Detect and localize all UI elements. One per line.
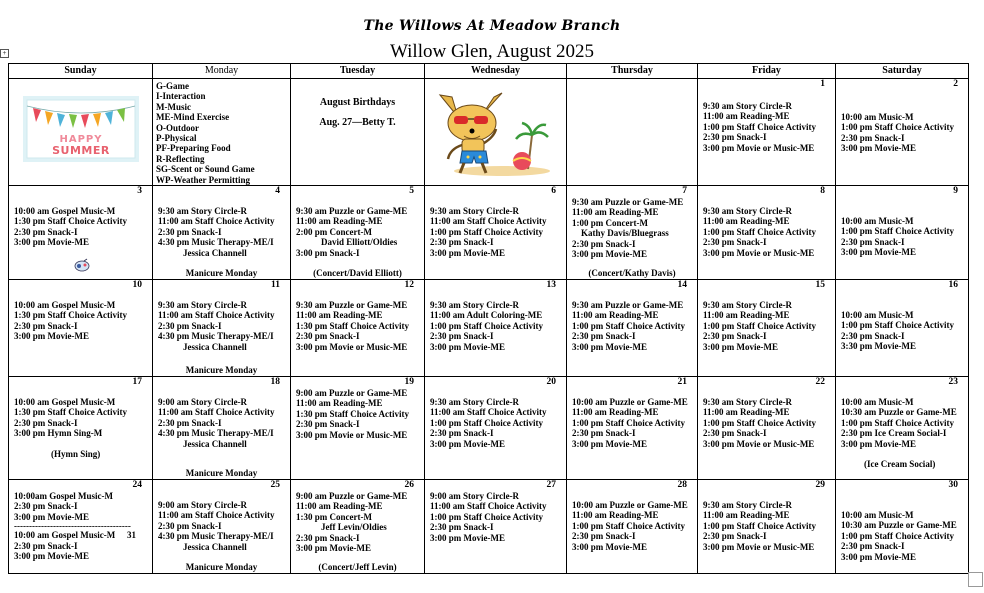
day-number: 19 bbox=[404, 377, 414, 388]
event-item: 3:00 pm Movie-ME bbox=[430, 247, 505, 258]
day-number: 2 bbox=[953, 79, 958, 89]
special-note: (Hymn Sing) bbox=[51, 448, 101, 459]
event-item: 3:00 pm Hymn Sing-M bbox=[14, 428, 103, 439]
special-note: (Concert/David Elliott) bbox=[313, 268, 402, 279]
event-item: 2:30 pm Snack-I bbox=[841, 541, 905, 552]
day-cell-27 bbox=[425, 480, 567, 574]
event-item: 2:30 pm Snack-I bbox=[841, 330, 905, 341]
event-item: 1:00 pm Staff Choice Activity bbox=[430, 511, 543, 522]
event-item: 3:00 pm Movie-ME bbox=[14, 237, 89, 248]
event-item: 9:00 am Puzzle or Game-ME bbox=[296, 388, 408, 399]
event-item: 11:00 am Reading-ME bbox=[296, 310, 383, 321]
event-item: 11:00 am Reading-ME bbox=[703, 111, 790, 122]
event-item: 9:30 am Story Circle-R bbox=[158, 300, 248, 311]
legend-item: SG-Scent or Sound Game bbox=[156, 164, 255, 175]
event-item: 2:30 pm Snack-I bbox=[572, 238, 636, 249]
birthdays-title: August Birthdays bbox=[319, 97, 396, 108]
day-number: 23 bbox=[948, 377, 958, 388]
event-item: 10:00 am Music-M bbox=[841, 216, 914, 227]
performer-name: David Elliott/Oldies bbox=[321, 237, 398, 248]
day-cell-19 bbox=[291, 377, 425, 480]
day-number: 29 bbox=[815, 480, 825, 491]
event-item: 3:00 pm Movie or Music-ME bbox=[703, 247, 815, 258]
special-note: Manicure Monday bbox=[185, 562, 258, 573]
event-item: 10:00 am Music-M bbox=[841, 310, 914, 321]
event-item: 1:30 pm Staff Choice Activity bbox=[14, 310, 127, 321]
event-item: 10:00 am Music-M bbox=[841, 112, 914, 122]
event-item: 2:30 pm Snack-I bbox=[703, 132, 767, 143]
event-item: 2:30 pm Snack-I bbox=[430, 428, 494, 439]
table-resize-handle-icon[interactable] bbox=[968, 572, 983, 587]
day-cell-3 bbox=[9, 186, 153, 280]
event-item: 10:00 am Music-M bbox=[841, 397, 914, 408]
event-item: 3:00 pm Movie-ME bbox=[572, 541, 647, 552]
event-item: 2:30 pm Snack-I bbox=[572, 531, 636, 542]
day-number: 6 bbox=[551, 186, 556, 197]
event-item: 2:30 pm Snack-I bbox=[158, 417, 222, 428]
event-item: 9:30 am Story Circle-R bbox=[703, 300, 793, 311]
event-item: 3:00 pm Movie or Music-ME bbox=[703, 142, 815, 153]
event-item: 3:00 pm Movie-ME bbox=[841, 247, 916, 258]
day-number: 14 bbox=[677, 280, 687, 291]
day-number: 16 bbox=[948, 280, 958, 291]
event-item: 9:30 am Story Circle-R bbox=[703, 397, 793, 408]
event-item: 11:00 am Reading-ME bbox=[572, 510, 659, 521]
day-cell-30 bbox=[836, 480, 969, 574]
day-number: 17 bbox=[132, 377, 142, 388]
day-cell-18 bbox=[153, 377, 291, 480]
event-item: 1:00 pm Staff Choice Activity bbox=[841, 417, 954, 428]
day-cell-5 bbox=[291, 186, 425, 280]
event-item: 1:30 pm Staff Choice Activity bbox=[14, 407, 127, 418]
week-row bbox=[9, 79, 969, 186]
event-item: 4:30 pm Music Therapy-ME/I bbox=[158, 531, 274, 542]
event-item: 2:30 pm Snack-I bbox=[14, 320, 78, 331]
event-item: 9:30 am Story Circle-R bbox=[430, 300, 520, 311]
weekday-header: Thursday bbox=[567, 64, 698, 79]
event-item: 10:00 am Gospel Music-M bbox=[14, 206, 116, 217]
day-cell-22 bbox=[698, 377, 836, 480]
weekday-header: Tuesday bbox=[291, 64, 425, 79]
day-cell-16 bbox=[836, 280, 969, 377]
event-item: 10:00 am Gospel Music-M bbox=[14, 300, 116, 311]
event-item: 11:00 am Staff Choice Activity bbox=[430, 216, 547, 227]
day-cell-28 bbox=[567, 480, 698, 574]
day-cell-4 bbox=[153, 186, 291, 280]
svg-text:HAPPY: HAPPY bbox=[59, 134, 103, 145]
day-cell-26 bbox=[291, 480, 425, 574]
day-number: 15 bbox=[815, 280, 825, 291]
event-item: 1:00 pm Concert-M bbox=[572, 217, 648, 228]
day-number: 4 bbox=[275, 186, 280, 197]
event-item: 10:30 am Puzzle or Game-ME bbox=[841, 520, 957, 531]
day-number: 3 bbox=[137, 186, 142, 197]
event-item: 2:30 pm Snack-I bbox=[14, 501, 78, 512]
event-item: 1:00 pm Staff Choice Activity bbox=[841, 530, 954, 541]
day-number: 11 bbox=[271, 280, 280, 291]
day-number: 26 bbox=[404, 480, 414, 491]
event-item: 1:30 pm Concert-M bbox=[296, 511, 372, 522]
event-item: 9:00 am Story Circle-R bbox=[158, 500, 248, 511]
event-item: 1:00 pm Staff Choice Activity bbox=[430, 226, 543, 237]
day-cell-12 bbox=[291, 280, 425, 377]
event-item: 3:00 pm Movie-ME bbox=[14, 331, 89, 342]
day-number: 22 bbox=[815, 377, 825, 388]
calendar-table bbox=[8, 63, 969, 574]
event-item: 9:00 am Story Circle-R bbox=[158, 397, 248, 408]
day-number: 20 bbox=[546, 377, 556, 388]
event-item: 2:30 pm Snack-I bbox=[703, 428, 767, 439]
day-cell-29 bbox=[698, 480, 836, 574]
event-item: 10:00 am Music-M bbox=[841, 510, 914, 521]
legend-item: PF-Preparing Food bbox=[156, 143, 231, 154]
event-item: 2:30 pm Ice Cream Social-I bbox=[841, 428, 947, 439]
event-item: 1:00 pm Staff Choice Activity bbox=[430, 320, 543, 331]
day-number: 18 bbox=[270, 377, 280, 388]
event-item: 1:00 pm Staff Choice Activity bbox=[703, 520, 816, 531]
event-item: 2:30 pm Snack-I bbox=[14, 417, 78, 428]
day-cell-20 bbox=[425, 377, 567, 480]
week-row bbox=[9, 480, 969, 574]
event-item: 3:00 pm Movie-ME bbox=[14, 551, 89, 562]
event-item: 10:00 am Gospel Music-M bbox=[14, 397, 116, 408]
event-item: 9:00 am Puzzle or Game-ME bbox=[296, 491, 408, 502]
event-item: 3:00 pm Movie-ME bbox=[430, 438, 505, 449]
event-item: 3:00 pm Movie-ME bbox=[841, 438, 916, 449]
week-row bbox=[9, 186, 969, 280]
event-item: 1:00 pm Staff Choice Activity bbox=[703, 417, 816, 428]
happy-summer-banner-image bbox=[23, 96, 139, 162]
day-cell-7 bbox=[567, 186, 698, 280]
day-number: 7 bbox=[682, 186, 687, 197]
event-item: 11:00 am Reading-ME bbox=[296, 398, 383, 409]
performer-name: Jessica Channell bbox=[183, 541, 247, 552]
special-note: (Concert/Jeff Levin) bbox=[318, 562, 397, 573]
event-item: 10:00 am Gospel Music-M bbox=[14, 530, 116, 541]
special-note: Manicure Monday bbox=[185, 365, 258, 376]
day-31-first-line bbox=[9, 530, 152, 540]
event-item: 3:30 pm Movie-ME bbox=[841, 341, 916, 352]
event-item: 2:30 pm Snack-I bbox=[430, 237, 494, 248]
event-item: 11:00 am Staff Choice Activity bbox=[158, 310, 275, 321]
event-item: 2:30 pm Snack-I bbox=[158, 520, 222, 531]
calendar-title: Willow Glen, August 2025 bbox=[389, 41, 594, 62]
legend-item: M-Music bbox=[156, 101, 191, 112]
event-item: 3:00 pm Movie-ME bbox=[14, 511, 89, 522]
event-item: 9:30 am Puzzle or Game-ME bbox=[296, 206, 408, 217]
event-item: 2:00 pm Concert-M bbox=[296, 226, 372, 237]
day-number: 12 bbox=[404, 280, 414, 291]
weekday-header: Friday bbox=[698, 64, 836, 79]
event-item: 2:30 pm Snack-I bbox=[296, 532, 360, 543]
event-item: 11:00 am Reading-ME bbox=[572, 310, 659, 321]
event-item: 3:00 pm Movie or Music-ME bbox=[703, 541, 815, 552]
event-item: 2:30 pm Snack-I bbox=[703, 331, 767, 342]
day-number: 8 bbox=[820, 186, 825, 197]
day-number: 1 bbox=[820, 79, 825, 89]
summer-banner-cell bbox=[9, 79, 153, 186]
event-item: 11:00 am Adult Coloring-ME bbox=[430, 310, 543, 321]
birthdays-cell bbox=[291, 79, 425, 186]
event-item: 2:30 pm Snack-I bbox=[14, 226, 78, 237]
event-item: 11:00 am Reading-ME bbox=[703, 510, 790, 521]
event-item: 9:30 am Story Circle-R bbox=[703, 101, 793, 111]
event-item: 2:30 pm Snack-I bbox=[296, 331, 360, 342]
day-cell-11 bbox=[153, 280, 291, 377]
event-item: 11:00 am Reading-ME bbox=[296, 216, 383, 227]
day-cell-15 bbox=[698, 280, 836, 377]
event-item: 11:00 am Staff Choice Activity bbox=[158, 510, 275, 521]
performer-name: Jessica Channell bbox=[183, 247, 247, 258]
special-note: Manicure Monday bbox=[185, 268, 258, 279]
weekday-header: Saturday bbox=[836, 64, 969, 79]
weekday-header: Monday bbox=[153, 64, 291, 79]
day-number: 5 bbox=[409, 186, 414, 197]
day-cell-6 bbox=[425, 186, 567, 280]
day-cell-23 bbox=[836, 377, 969, 480]
event-item: 10:00 am Puzzle or Game-ME bbox=[572, 500, 688, 511]
event-item: 1:00 pm Staff Choice Activity bbox=[703, 121, 816, 132]
day-number: 9 bbox=[953, 186, 958, 197]
legend-cell bbox=[153, 79, 291, 186]
day-number: 10 bbox=[132, 280, 142, 291]
day-number: 30 bbox=[948, 480, 958, 491]
day-number: 21 bbox=[677, 377, 687, 388]
event-item: 11:00 am Reading-ME bbox=[296, 501, 383, 512]
event-item: 3:00 pm Movie-ME bbox=[296, 543, 371, 554]
event-item: 3:00 pm Movie or Music-ME bbox=[296, 341, 408, 352]
event-item: 1:00 pm Staff Choice Activity bbox=[841, 320, 954, 331]
event-item: 1:30 pm Staff Choice Activity bbox=[296, 408, 409, 419]
event-item: 2:30 pm Snack-I bbox=[703, 237, 767, 248]
event-item: 3:00 pm Movie-ME bbox=[430, 532, 505, 543]
event-item: 11:00 am Staff Choice Activity bbox=[158, 216, 275, 227]
legend-item: ME-Mind Exercise bbox=[156, 112, 230, 123]
clipart-cell bbox=[425, 79, 567, 186]
event-item: 3:00 pm Movie-ME bbox=[572, 341, 647, 352]
week-row bbox=[9, 280, 969, 377]
event-item: 11:00 am Reading-ME bbox=[703, 216, 790, 227]
legend-item: O-Outdoor bbox=[156, 122, 200, 133]
event-item: 4:30 pm Music Therapy-ME/I bbox=[158, 331, 274, 342]
event-item: 2:30 pm Snack-I bbox=[841, 236, 905, 247]
event-item: 1:30 pm Staff Choice Activity bbox=[14, 216, 127, 227]
event-item: 1:00 pm Staff Choice Activity bbox=[841, 122, 954, 133]
event-item: 3:00 pm Movie-ME bbox=[841, 143, 916, 154]
legend-item: G-Game bbox=[156, 81, 189, 91]
event-item: 9:30 am Puzzle or Game-ME bbox=[572, 197, 684, 208]
event-item: 2:30 pm Snack-I bbox=[572, 331, 636, 342]
event-item: 3:00 pm Movie or Music-ME bbox=[296, 429, 408, 440]
legend-item: I-Interaction bbox=[156, 91, 206, 102]
event-item: 1:00 pm Staff Choice Activity bbox=[703, 320, 816, 331]
day-cell-9 bbox=[836, 186, 969, 280]
event-item: 3:00 pm Movie-ME bbox=[703, 341, 778, 352]
svg-text:SUMMER: SUMMER bbox=[52, 144, 110, 157]
event-item: 1:00 pm Staff Choice Activity bbox=[703, 226, 816, 237]
day-number: 13 bbox=[546, 280, 556, 291]
event-item: 9:30 am Puzzle or Game-ME bbox=[572, 300, 684, 311]
day-cell-21 bbox=[567, 377, 698, 480]
day-number: 25 bbox=[270, 480, 280, 491]
event-item: 2:30 pm Snack-I bbox=[703, 531, 767, 542]
event-item: 2:30 pm Snack-I bbox=[296, 419, 360, 430]
day-number: 24 bbox=[132, 480, 142, 491]
day-number: 27 bbox=[546, 480, 556, 491]
special-note: (Ice Cream Social) bbox=[864, 459, 936, 470]
event-item: 4:30 pm Music Therapy-ME/I bbox=[158, 237, 274, 248]
divider: --------------------------------------- bbox=[14, 521, 131, 532]
event-item: 2:30 pm Snack-I bbox=[841, 132, 905, 143]
event-item: 2:30 pm Snack-I bbox=[158, 226, 222, 237]
event-item: 1:00 pm Staff Choice Activity bbox=[572, 417, 685, 428]
day-cell-2 bbox=[836, 79, 969, 186]
day-cell-24 bbox=[9, 480, 153, 574]
event-item: 1:00 pm Staff Choice Activity bbox=[430, 417, 543, 428]
event-item: 10:00am Gospel Music-M bbox=[14, 491, 113, 502]
birthday-entry: Aug. 27—Betty T. bbox=[319, 117, 396, 128]
legend-item: R-Reflecting bbox=[156, 153, 205, 164]
day-cell-13 bbox=[425, 280, 567, 377]
event-item: 2:30 pm Snack-I bbox=[430, 331, 494, 342]
event-item: 2:30 pm Snack-I bbox=[158, 320, 222, 331]
event-item: 11:00 am Staff Choice Activity bbox=[430, 501, 547, 512]
event-item: 1:00 pm Staff Choice Activity bbox=[572, 320, 685, 331]
day-number: 31 bbox=[127, 530, 136, 541]
event-item: 1:00 pm Staff Choice Activity bbox=[841, 226, 954, 237]
day-cell-17 bbox=[9, 377, 153, 480]
event-item: 3:00 pm Movie-ME bbox=[841, 551, 916, 562]
event-item: 11:00 am Reading-ME bbox=[572, 207, 659, 218]
event-item: 2:30 pm Snack-I bbox=[14, 540, 78, 551]
weekday-header-row bbox=[9, 64, 969, 79]
event-item: 1:00 pm Staff Choice Activity bbox=[572, 520, 685, 531]
day-cell-14 bbox=[567, 280, 698, 377]
event-item: 10:00 am Puzzle or Game-ME bbox=[572, 397, 688, 408]
legend-item: P-Physical bbox=[156, 133, 197, 144]
event-item: 11:00 am Staff Choice Activity bbox=[158, 407, 275, 418]
event-item: 3:00 pm Snack-I bbox=[296, 247, 360, 258]
performer-name: Jessica Channell bbox=[183, 341, 247, 352]
day-cell-25 bbox=[153, 480, 291, 574]
music-note-icon bbox=[73, 257, 91, 273]
event-item: 9:30 am Story Circle-R bbox=[430, 206, 520, 217]
weekday-header: Sunday bbox=[9, 64, 153, 79]
event-item: 9:30 am Story Circle-R bbox=[158, 206, 248, 217]
special-note: Manicure Monday bbox=[185, 468, 258, 479]
event-item: 3:00 pm Movie-ME bbox=[572, 438, 647, 449]
performer-name: Kathy Davis/Bluegrass bbox=[581, 228, 669, 239]
day-number: 28 bbox=[677, 480, 687, 491]
performer-name: Jessica Channell bbox=[183, 438, 247, 449]
event-item: 2:30 pm Snack-I bbox=[430, 522, 494, 533]
event-item: 9:30 am Story Circle-R bbox=[703, 206, 793, 217]
facility-name: The Willows At Meadow Branch bbox=[363, 18, 621, 34]
day-cell-10 bbox=[9, 280, 153, 377]
empty-day-cell bbox=[567, 79, 698, 186]
event-item: 3:00 pm Movie or Music-ME bbox=[703, 438, 815, 449]
event-item: 1:30 pm Staff Choice Activity bbox=[296, 320, 409, 331]
event-item: 3:00 pm Movie-ME bbox=[430, 341, 505, 352]
legend-item: WP-Weather Permitting bbox=[156, 174, 251, 185]
event-item: 11:00 am Reading-ME bbox=[572, 407, 659, 418]
week-row bbox=[9, 377, 969, 480]
event-item: 10:30 am Puzzle or Game-ME bbox=[841, 407, 957, 418]
event-item: 9:30 am Story Circle-R bbox=[430, 397, 520, 408]
day-cell-1 bbox=[698, 79, 836, 186]
event-item: 4:30 pm Music Therapy-ME/I bbox=[158, 428, 274, 439]
weekday-header: Wednesday bbox=[425, 64, 567, 79]
event-item: 2:30 pm Snack-I bbox=[572, 428, 636, 439]
event-item: 3:00 pm Movie-ME bbox=[572, 249, 647, 260]
beach-dog-image bbox=[430, 87, 554, 177]
event-item: 11:00 am Staff Choice Activity bbox=[430, 407, 547, 418]
event-item: 9:30 am Story Circle-R bbox=[703, 500, 793, 511]
special-note: (Concert/Kathy Davis) bbox=[588, 268, 676, 279]
event-item: 11:00 am Reading-ME bbox=[703, 310, 790, 321]
table-move-handle-icon[interactable]: + bbox=[0, 49, 9, 58]
event-item: 11:00 am Reading-ME bbox=[703, 407, 790, 418]
day-cell-8 bbox=[698, 186, 836, 280]
event-item: 9:00 am Story Circle-R bbox=[430, 491, 520, 502]
performer-name: Jeff Levin/Oldies bbox=[321, 522, 387, 533]
event-item: 9:30 am Puzzle or Game-ME bbox=[296, 300, 408, 311]
